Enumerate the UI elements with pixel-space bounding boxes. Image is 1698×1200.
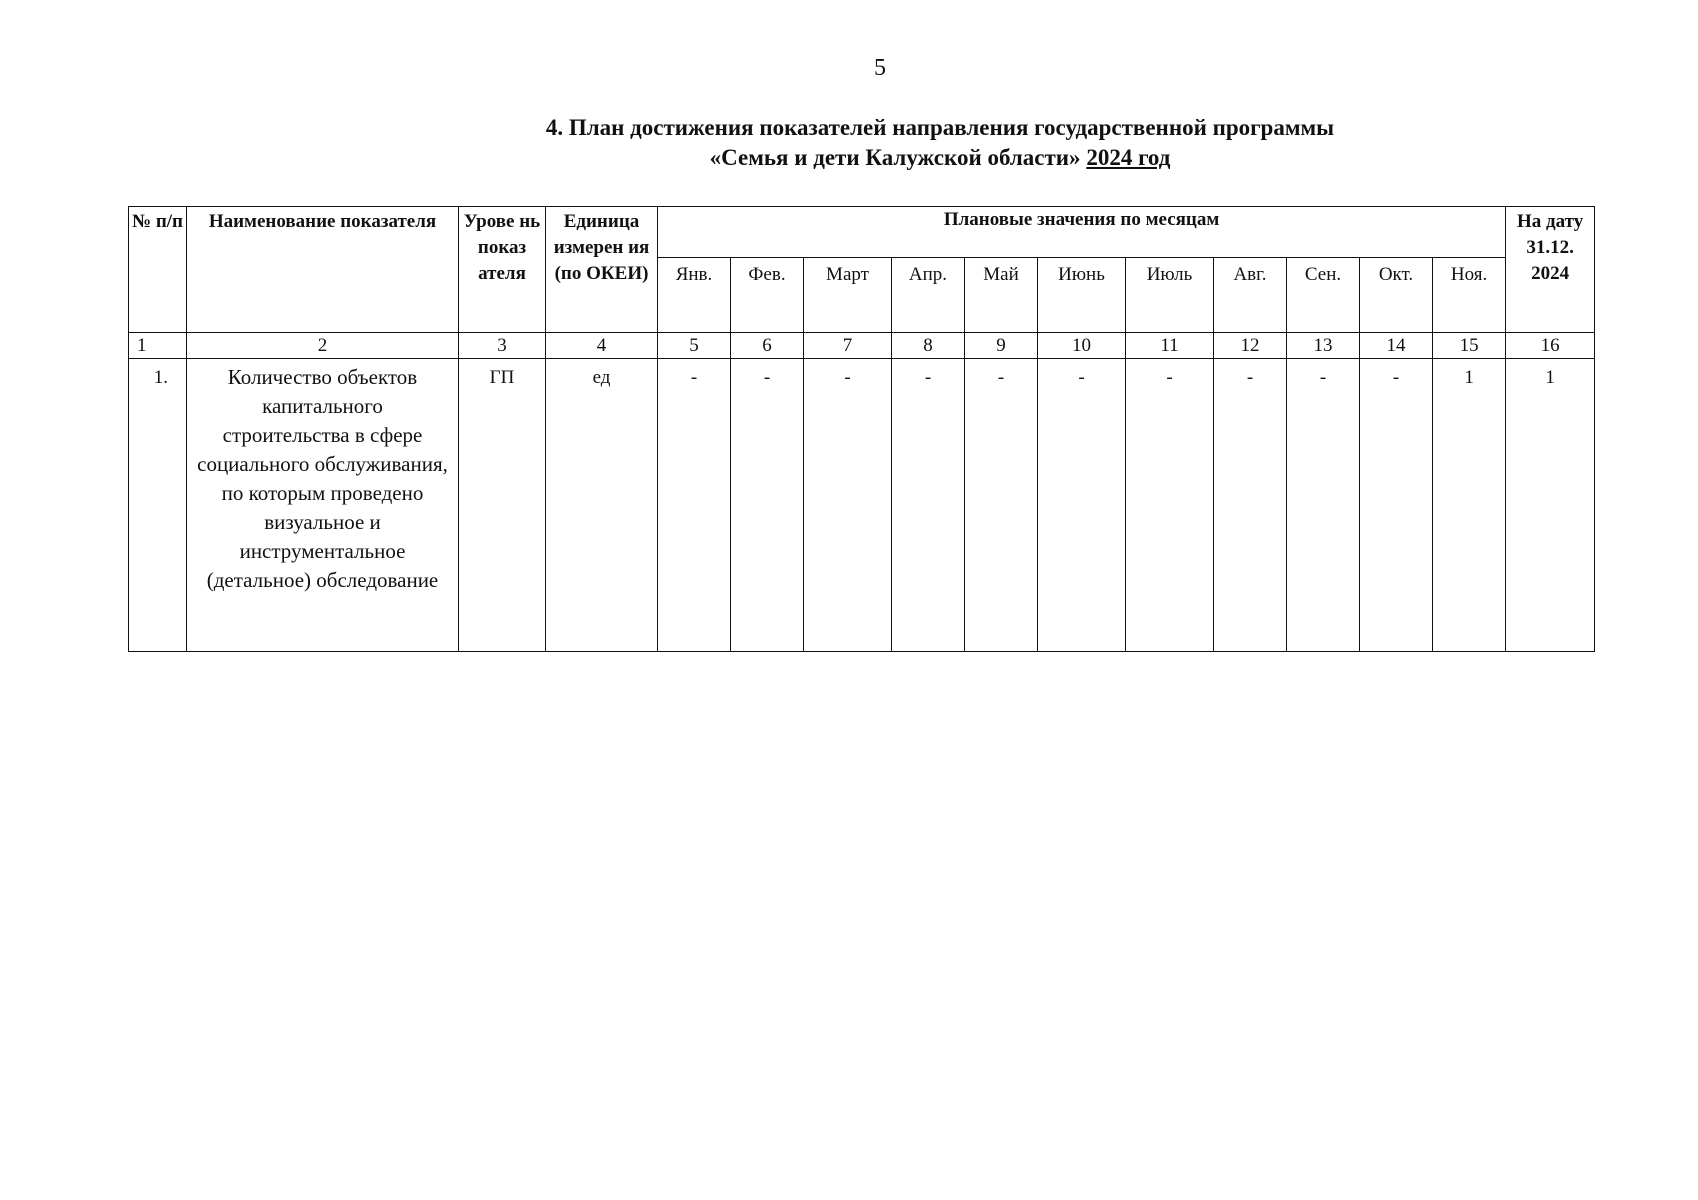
final-value: 1 bbox=[1506, 359, 1595, 652]
column-number-row bbox=[129, 333, 1595, 359]
column-number: 12 bbox=[1214, 333, 1287, 359]
monthly-value: - bbox=[892, 359, 965, 652]
indicator-level: ГП bbox=[459, 359, 546, 652]
header-row-1 bbox=[129, 207, 1595, 258]
header-month: Апр. bbox=[892, 258, 965, 333]
column-number: 4 bbox=[546, 333, 658, 359]
column-number: 15 bbox=[1433, 333, 1506, 359]
header-month: Сен. bbox=[1287, 258, 1360, 333]
header-unit: Единица измерен ия (по ОКЕИ) bbox=[546, 207, 658, 333]
column-number: 9 bbox=[965, 333, 1038, 359]
header-month: Март bbox=[804, 258, 892, 333]
column-number: 16 bbox=[1506, 333, 1595, 359]
monthly-value: - bbox=[1287, 359, 1360, 652]
table-row bbox=[129, 359, 1595, 652]
monthly-value: - bbox=[1126, 359, 1214, 652]
header-number: № п/п bbox=[129, 207, 187, 333]
header-month: Янв. bbox=[658, 258, 731, 333]
column-number: 5 bbox=[658, 333, 731, 359]
header-month: Авг. bbox=[1214, 258, 1287, 333]
header-month: Фев. bbox=[731, 258, 804, 333]
indicator-unit: ед bbox=[546, 359, 658, 652]
column-number: 7 bbox=[804, 333, 892, 359]
monthly-value: - bbox=[1038, 359, 1126, 652]
column-number: 6 bbox=[731, 333, 804, 359]
title-year: 2024 год bbox=[1086, 145, 1171, 170]
column-number: 3 bbox=[459, 333, 546, 359]
column-number: 14 bbox=[1360, 333, 1433, 359]
column-number: 13 bbox=[1287, 333, 1360, 359]
indicator-name: Количество объектов капитального строительства в сфере социального обслуживания, по которым проведено визуальное и инструментальное (детальное) обследование bbox=[187, 359, 459, 652]
title-line-2 bbox=[390, 143, 1490, 173]
header-indicator-name: Наименование показателя bbox=[187, 207, 459, 333]
header-month: Июнь bbox=[1038, 258, 1126, 333]
header-month: Ноя. bbox=[1433, 258, 1506, 333]
monthly-value: - bbox=[1360, 359, 1433, 652]
header-month: Окт. bbox=[1360, 258, 1433, 333]
monthly-value: - bbox=[804, 359, 892, 652]
title-line-2-text: «Семья и дети Калужской области» bbox=[709, 145, 1087, 170]
document-title bbox=[390, 113, 1490, 173]
monthly-value: - bbox=[731, 359, 804, 652]
column-number: 1 bbox=[129, 333, 187, 359]
column-number: 2 bbox=[187, 333, 459, 359]
monthly-value: - bbox=[658, 359, 731, 652]
title-line-1: 4. План достижения показателей направления государственной программы bbox=[545, 115, 1335, 140]
indicator-plan-table bbox=[128, 206, 1595, 652]
monthly-value: 1 bbox=[1433, 359, 1506, 652]
header-final-date: На дату 31.12. 2024 bbox=[1506, 207, 1595, 333]
column-number: 11 bbox=[1126, 333, 1214, 359]
header-indicator-level: Урове нь показ ателя bbox=[459, 207, 546, 333]
column-number: 8 bbox=[892, 333, 965, 359]
monthly-value: - bbox=[1214, 359, 1287, 652]
page-number: 5 bbox=[874, 55, 886, 81]
column-number: 10 bbox=[1038, 333, 1126, 359]
header-monthly-plan: Плановые значения по месяцам bbox=[658, 207, 1506, 258]
monthly-value: - bbox=[965, 359, 1038, 652]
header-month: Май bbox=[965, 258, 1038, 333]
row-index: 1. bbox=[129, 359, 187, 652]
header-month: Июль bbox=[1126, 258, 1214, 333]
